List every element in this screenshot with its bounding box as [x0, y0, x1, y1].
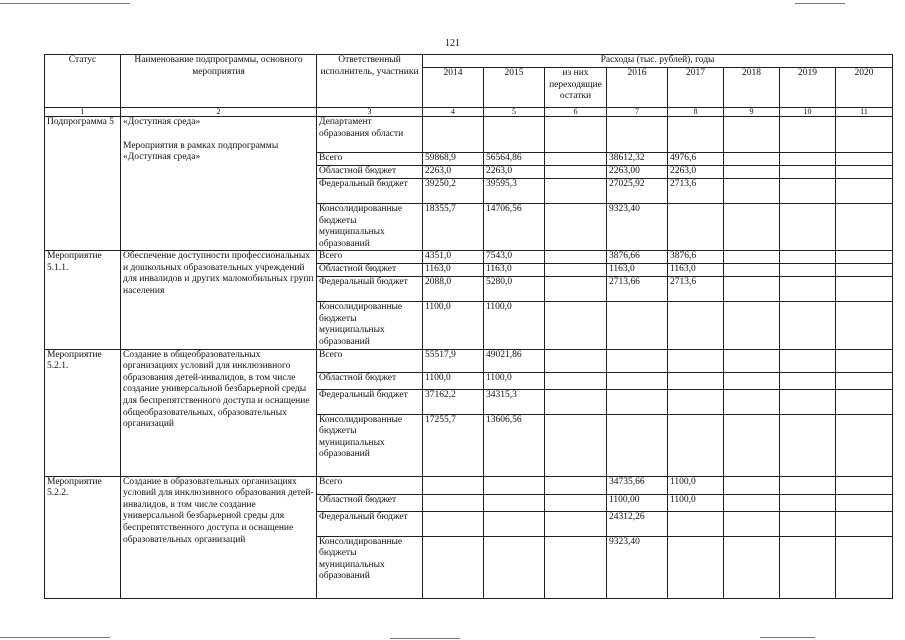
name-cell	[121, 251, 317, 349]
source-cell: Консолидированные бюджеты муниципальных образований	[317, 302, 423, 349]
value-cell	[780, 117, 836, 153]
value-cell	[836, 389, 893, 414]
name-cell	[121, 349, 317, 476]
value-cell	[668, 536, 724, 598]
value-cell: 1100,0	[668, 494, 724, 511]
value-cell	[724, 511, 780, 536]
value-cell: 24312,26	[607, 511, 668, 536]
value-cell: 1100,0	[423, 302, 484, 349]
value-cell: 34735,66	[607, 476, 668, 494]
header-year: 2014	[423, 68, 484, 108]
value-cell	[780, 264, 836, 277]
value-cell	[545, 349, 607, 372]
column-number: 5	[484, 108, 545, 117]
value-cell	[836, 302, 893, 349]
value-cell: 37162,2	[423, 389, 484, 414]
value-cell	[668, 349, 724, 372]
source-cell: Консолидированные бюджеты муниципальных образований	[317, 536, 423, 598]
value-cell	[724, 204, 780, 251]
value-cell: 2263,0	[423, 166, 484, 179]
value-cell	[780, 277, 836, 302]
value-cell	[724, 372, 780, 389]
value-cell	[545, 264, 607, 277]
column-number: 1	[45, 108, 121, 117]
value-cell	[836, 476, 893, 494]
value-cell	[668, 511, 724, 536]
value-cell	[668, 372, 724, 389]
value-cell: 3876,6	[668, 251, 724, 264]
status-cell: Мероприятие 5.1.1.	[45, 251, 121, 349]
value-cell	[607, 372, 668, 389]
value-cell: 2263,0	[484, 166, 545, 179]
value-cell	[780, 166, 836, 179]
value-cell	[545, 414, 607, 476]
source-cell: Областной бюджет	[317, 372, 423, 389]
value-cell: 34315,3	[484, 389, 545, 414]
value-cell	[836, 117, 893, 153]
value-cell	[780, 476, 836, 494]
value-cell	[545, 476, 607, 494]
value-cell	[780, 511, 836, 536]
value-cell	[545, 511, 607, 536]
value-cell: 39595,3	[484, 179, 545, 204]
source-cell: Федеральный бюджет	[317, 389, 423, 414]
column-number-row	[45, 108, 893, 117]
value-cell	[836, 372, 893, 389]
source-cell: Всего	[317, 251, 423, 264]
column-number: 11	[836, 108, 893, 117]
header-year-carryover: из них переходящие остатки	[545, 68, 607, 108]
value-cell: 1100,0	[668, 476, 724, 494]
value-cell	[836, 166, 893, 179]
value-cell: 1100,0	[484, 372, 545, 389]
name-line: «Доступная среда»	[123, 117, 201, 127]
value-cell	[607, 349, 668, 372]
header-year: 2019	[780, 68, 836, 108]
value-cell	[545, 251, 607, 264]
status-cell: Мероприятие 5.2.2.	[45, 476, 121, 598]
value-cell	[724, 494, 780, 511]
value-cell	[484, 536, 545, 598]
name-line: Обеспечение доступности профессиональных и дошкольных образовательных учреждений для инвалидов и других маломобильных групп населения	[123, 251, 314, 297]
source-cell: Федеральный бюджет	[317, 277, 423, 302]
value-cell	[484, 476, 545, 494]
page-number: 121	[445, 38, 460, 49]
value-cell: 3876,66	[607, 251, 668, 264]
budget-table	[44, 54, 893, 599]
column-number: 2	[121, 108, 317, 117]
value-cell: 9323,40	[607, 204, 668, 251]
value-cell	[545, 179, 607, 204]
table-row	[45, 476, 893, 494]
value-cell	[545, 494, 607, 511]
value-cell	[836, 251, 893, 264]
value-cell	[423, 536, 484, 598]
value-cell	[724, 389, 780, 414]
scan-line-bottom-mid	[390, 638, 460, 639]
value-cell	[545, 166, 607, 179]
value-cell	[607, 302, 668, 349]
status-cell: Мероприятие 5.2.1.	[45, 349, 121, 476]
value-cell	[423, 117, 484, 153]
value-cell	[607, 117, 668, 153]
table-row	[45, 117, 893, 153]
column-number: 10	[780, 108, 836, 117]
value-cell	[668, 389, 724, 414]
value-cell	[780, 179, 836, 204]
value-cell	[484, 511, 545, 536]
value-cell	[545, 117, 607, 153]
table-header	[45, 55, 893, 117]
value-cell	[724, 277, 780, 302]
source-cell: Федеральный бюджет	[317, 179, 423, 204]
value-cell	[423, 476, 484, 494]
value-cell	[724, 536, 780, 598]
source-cell: Областной бюджет	[317, 494, 423, 511]
source-cell: Всего	[317, 153, 423, 166]
header-executor: Ответственный исполнитель, участники	[317, 55, 423, 108]
scan-line-top-right	[795, 3, 845, 4]
value-cell	[836, 277, 893, 302]
name-line	[123, 129, 314, 141]
value-cell: 17255,7	[423, 414, 484, 476]
value-cell	[780, 389, 836, 414]
source-cell: Областной бюджет	[317, 166, 423, 179]
header-year: 2016	[607, 68, 668, 108]
value-cell	[423, 494, 484, 511]
header-year: 2015	[484, 68, 545, 108]
column-number: 3	[317, 108, 423, 117]
value-cell	[836, 204, 893, 251]
value-cell	[724, 264, 780, 277]
value-cell: 1163,0	[484, 264, 545, 277]
header-expenses: Расходы (тыс. рублей), годы	[423, 55, 893, 68]
value-cell	[780, 302, 836, 349]
value-cell	[724, 349, 780, 372]
value-cell	[607, 389, 668, 414]
value-cell: 39250,2	[423, 179, 484, 204]
value-cell	[545, 204, 607, 251]
value-cell	[724, 166, 780, 179]
value-cell	[668, 204, 724, 251]
value-cell	[545, 389, 607, 414]
executor-cell: Департамент образования области	[317, 117, 423, 153]
value-cell	[780, 372, 836, 389]
value-cell	[484, 117, 545, 153]
header-year: 2020	[836, 68, 893, 108]
table-row	[45, 251, 893, 264]
value-cell	[836, 536, 893, 598]
value-cell	[836, 494, 893, 511]
value-cell: 1163,0	[423, 264, 484, 277]
value-cell: 56564,86	[484, 153, 545, 166]
scan-line-top-left	[0, 3, 130, 4]
value-cell	[780, 349, 836, 372]
value-cell: 18355,7	[423, 204, 484, 251]
scan-line-bottom-left	[0, 637, 110, 638]
name-cell	[121, 476, 317, 598]
value-cell	[780, 536, 836, 598]
value-cell: 1100,00	[607, 494, 668, 511]
value-cell	[780, 153, 836, 166]
column-number: 6	[545, 108, 607, 117]
value-cell: 2263,00	[607, 166, 668, 179]
value-cell	[724, 251, 780, 264]
value-cell: 2713,6	[668, 179, 724, 204]
value-cell	[724, 179, 780, 204]
value-cell	[836, 264, 893, 277]
value-cell	[545, 302, 607, 349]
value-cell: 14706,56	[484, 204, 545, 251]
value-cell	[545, 277, 607, 302]
value-cell: 1163,0	[668, 264, 724, 277]
header-status: Статус	[45, 55, 121, 108]
value-cell: 1163,0	[607, 264, 668, 277]
name-cell	[121, 117, 317, 251]
value-cell	[780, 414, 836, 476]
value-cell: 27025,92	[607, 179, 668, 204]
value-cell: 7543,0	[484, 251, 545, 264]
value-cell	[545, 153, 607, 166]
value-cell: 5280,0	[484, 277, 545, 302]
column-number: 7	[607, 108, 668, 117]
value-cell: 59868,9	[423, 153, 484, 166]
value-cell	[724, 153, 780, 166]
column-number: 8	[668, 108, 724, 117]
value-cell: 2713,66	[607, 277, 668, 302]
value-cell	[836, 153, 893, 166]
value-cell	[545, 536, 607, 598]
value-cell: 1100,0	[484, 302, 545, 349]
value-cell	[668, 117, 724, 153]
source-cell: Федеральный бюджет	[317, 511, 423, 536]
header-year: 2018	[724, 68, 780, 108]
name-line: Создание в общеобразовательных организациях условий для инклюзивного образования детей-инвалидов, в том числе создание универсальной безбарьерной среды для беспрепятственного доступа и оснащение общеобразовательных, образовательных организаций	[123, 349, 310, 430]
table-row	[45, 349, 893, 372]
value-cell: 1100,0	[423, 372, 484, 389]
value-cell: 4976,6	[668, 153, 724, 166]
value-cell	[836, 179, 893, 204]
value-cell: 2263,0	[668, 166, 724, 179]
column-number: 9	[724, 108, 780, 117]
value-cell	[836, 414, 893, 476]
value-cell: 4351,0	[423, 251, 484, 264]
value-cell: 38612,32	[607, 153, 668, 166]
value-cell	[423, 511, 484, 536]
value-cell	[780, 204, 836, 251]
status-cell: Подпрограмма 5	[45, 117, 121, 251]
value-cell	[780, 251, 836, 264]
value-cell	[668, 302, 724, 349]
name-line: Мероприятия в рамках подпрограммы «Доступная среда»	[123, 140, 279, 163]
value-cell	[607, 414, 668, 476]
value-cell	[724, 117, 780, 153]
value-cell	[724, 476, 780, 494]
value-cell: 13606,56	[484, 414, 545, 476]
value-cell: 9323,40	[607, 536, 668, 598]
value-cell: 2713,6	[668, 277, 724, 302]
table-body	[45, 117, 893, 599]
source-cell: Областной бюджет	[317, 264, 423, 277]
column-number: 4	[423, 108, 484, 117]
source-cell: Всего	[317, 349, 423, 372]
value-cell	[724, 414, 780, 476]
header-year: 2017	[668, 68, 724, 108]
source-cell: Всего	[317, 476, 423, 494]
source-cell: Консолидированные бюджеты муниципальных образований	[317, 204, 423, 251]
value-cell	[724, 302, 780, 349]
header-name: Наименование подпрограммы, основного мероприятия	[121, 55, 317, 108]
value-cell	[780, 494, 836, 511]
scan-line-bottom-right	[760, 637, 815, 638]
value-cell: 55517,9	[423, 349, 484, 372]
value-cell	[668, 414, 724, 476]
value-cell	[836, 349, 893, 372]
value-cell	[545, 372, 607, 389]
value-cell	[484, 494, 545, 511]
value-cell	[836, 511, 893, 536]
source-cell: Консолидированные бюджеты муниципальных образований	[317, 414, 423, 476]
value-cell: 2088,0	[423, 277, 484, 302]
name-line: Создание в образовательных организациях условий для инклюзивного образования детей-инвалидов, в том числе создание универсальной безбарьерной среды для беспрепятственного доступа и оснащение образовательных организаций	[123, 476, 314, 545]
value-cell: 49021,86	[484, 349, 545, 372]
